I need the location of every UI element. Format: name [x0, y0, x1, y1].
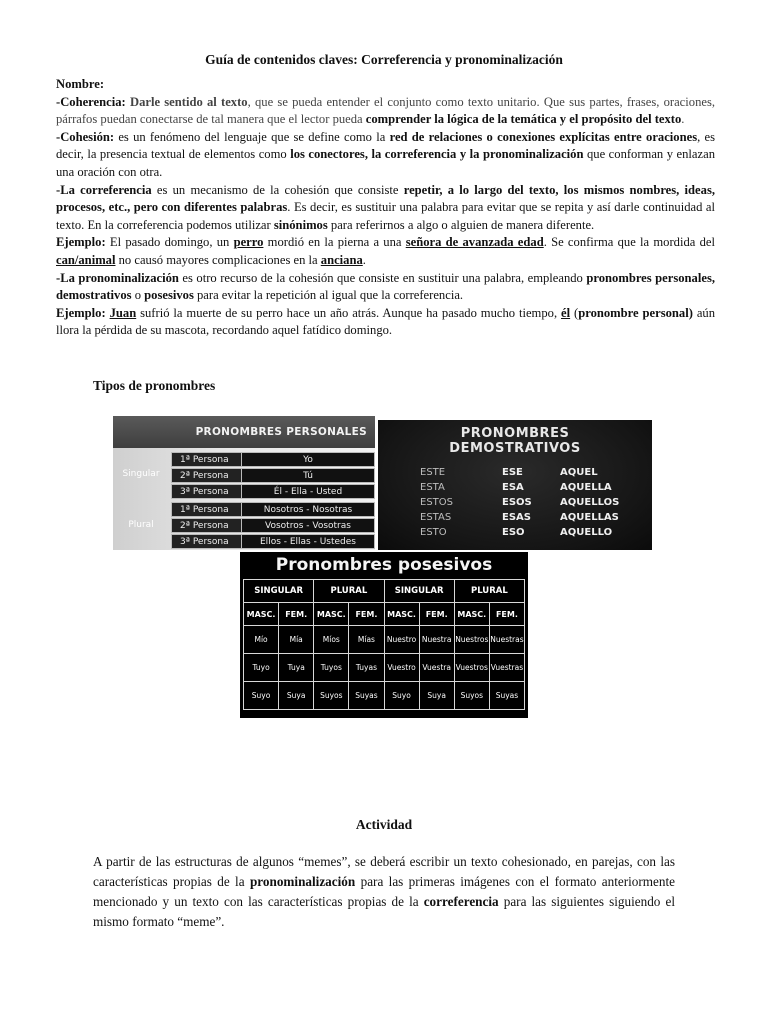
- pronombres-demostrativos-table: [378, 420, 652, 550]
- document-title: Guía de contenidos claves: Correferencia y pronominalización: [205, 52, 563, 67]
- coherencia-paragraph: -Coherencia: Darle sentido al texto, que se pueda entender el conjunto como texto unitario. Que sus partes, frases, oraciones, párrafos puedan conectarse de tal manera que el lector pueda comprender la lógica de la temática y el propósito del texto.: [56, 94, 716, 127]
- pronominalizacion-paragraph: -La pronominalización es otro recurso de la cohesión que consiste en sustituir una palabra, empleando pronombres personales, demostrativos o posesivos para evitar la repetición al igual que la correferencia.: [56, 270, 715, 303]
- pronombres-posesivos-table: [240, 552, 528, 718]
- pronombres-personales-table: [113, 416, 375, 550]
- document-body: [56, 76, 715, 340]
- table-row: ESTA ESA AQUELLA: [420, 482, 612, 493]
- cohesion-paragraph: -Cohesión: es un fenómeno del lenguaje que se define como la red de relaciones o conexiones explícitas entre oraciones, es decir, la presencia textual de elementos como los conectores, la correferencia y la pronominalización que conforman y enlazan una oración con otra.: [56, 129, 716, 179]
- table-row: 3ª Persona Él - Ella - Usted: [171, 484, 375, 499]
- table-row: 1ª Persona Nosotros - Nosotras: [171, 502, 375, 517]
- table-row: ESTO ESO AQUELLO: [420, 527, 613, 538]
- table-header-row: SINGULAR PLURAL SINGULAR PLURAL: [244, 580, 525, 603]
- table-row: 3ª Persona Ellos - Ellas - Ustedes: [171, 534, 375, 549]
- ejemplo-pronominalizacion: Ejemplo: Juan sufrió la muerte de su perro hace un año atrás. Aunque ha pasado mucho tiempo, él (pronombre personal) aún llora la pérdida de su mascota, recordando aquel fatídico domingo.: [56, 305, 716, 338]
- posesivos-title: Pronombres posesivos: [275, 555, 493, 575]
- nombre-label: Nombre:: [56, 77, 105, 91]
- table-row: Suyo Suya Suyos Suyas Suyo Suya Suyos Suyas: [244, 682, 525, 710]
- actividad-paragraph: A partir de las estructuras de algunos “memes”, se deberá escribir un texto cohesionado, en parejas, con las características propias de la pronominalización para las primeras imágenes con el formato anteriormente mencionado y un texto con las características propias de la correferencia para las siguientes siguiendo el mismo formato “meme”.: [93, 854, 676, 929]
- table-row: Tuyo Tuya Tuyos Tuyas Vuestro Vuestra Vuestros Vuestras: [244, 654, 525, 682]
- table-subheader-row: MASC. FEM. MASC. FEM. MASC. FEM. MASC. FEM.: [244, 603, 525, 626]
- correferencia-paragraph: -La correferencia es un mecanismo de la cohesión que consiste repetir, a lo largo del texto, los mismos nombres, ideas, procesos, etc., pero con diferentes palabras. Es decir, es sustituir una palabra para evitar que se repita y así darle continuidad al texto. En la correferencia podemos utilizar sinónimos para referirnos a algo o alguien de manera diferente.: [56, 182, 715, 232]
- posesivos-grid: [243, 579, 525, 710]
- table-row: 2ª Persona Tú: [171, 468, 375, 483]
- ejemplo-correferencia: Ejemplo: El pasado domingo, un perro mordió en la pierna a una señora de avanzada edad. Se confirma que la mordida del can/animal no causó mayores complicaciones en la anciana.: [56, 235, 715, 267]
- table-row: ESTAS ESAS AQUELLAS: [420, 512, 619, 523]
- tipos-heading: Tipos de pronombres: [93, 378, 216, 393]
- plural-label: Plural: [128, 520, 154, 530]
- demostrativos-title: PRONOMBRES DEMOSTRATIVOS: [449, 426, 581, 456]
- table-row: 1ª Persona Yo: [171, 452, 375, 467]
- table-row: ESTOS ESOS AQUELLOS: [420, 497, 620, 508]
- table-row: 2ª Persona Vosotros - Vosotras: [171, 518, 375, 533]
- table-row: Mío Mía Míos Mías Nuestro Nuestra Nuestros Nuestras: [244, 626, 525, 654]
- actividad-heading: Actividad: [355, 817, 413, 832]
- singular-label: Singular: [122, 468, 160, 479]
- table-row: ESTE ESE AQUEL: [420, 467, 598, 478]
- personales-header: PRONOMBRES PERSONALES: [113, 416, 375, 448]
